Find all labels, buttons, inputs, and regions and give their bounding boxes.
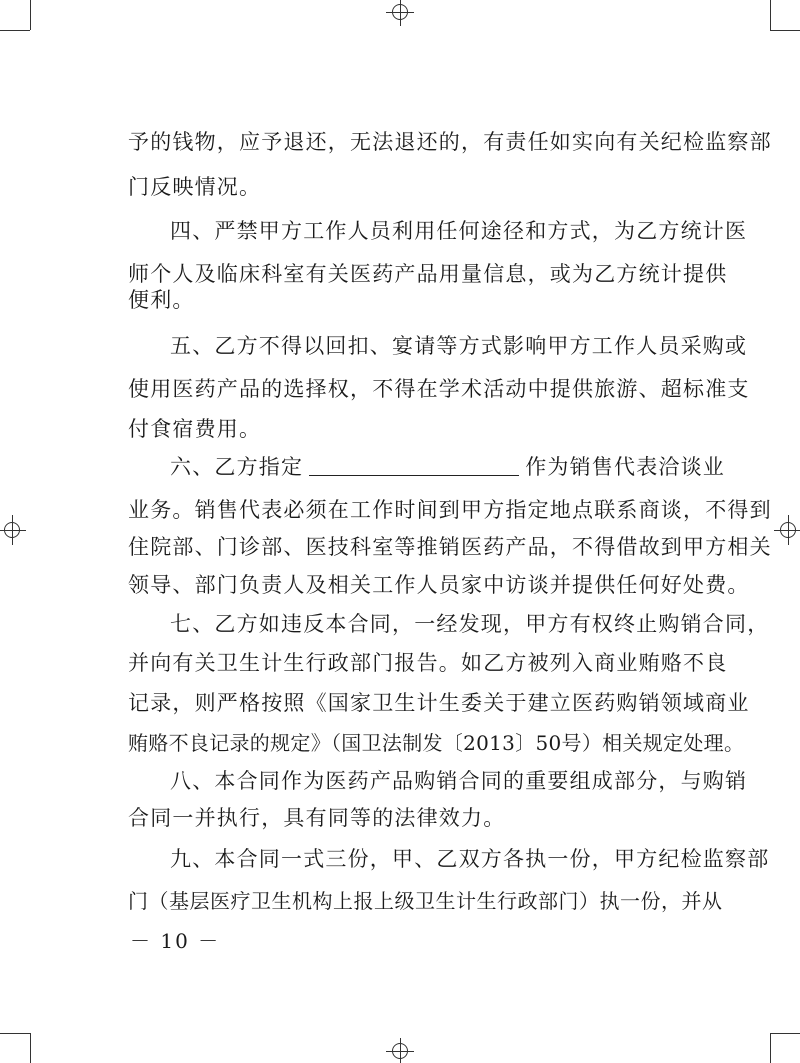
crop-mark-top-right-h	[770, 30, 800, 31]
text-line: 予的钱物，应予退还，无法退还的，有责任如实向有关纪检监察部	[128, 130, 772, 154]
crop-mark-bottom-right-v	[770, 1033, 771, 1063]
text-line: 付食宿费用。	[128, 417, 262, 441]
sales-rep-blank-field[interactable]	[309, 455, 519, 476]
text-line: 贿赂不良记录的规定》（国卫法制发〔2013〕50号）相关规定处理。	[128, 731, 745, 755]
text-line: 四、严禁甲方工作人员利用任何途径和方式，为乙方统计医	[170, 219, 748, 243]
text-line: 五、乙方不得以回扣、宴请等方式影响甲方工作人员采购或	[170, 334, 748, 358]
text-line: 门反映情况。	[128, 175, 262, 199]
crop-mark-bottom-right-h	[770, 1033, 800, 1034]
crop-mark-bottom-left-v	[30, 1033, 31, 1063]
crop-mark-bottom-left-h	[0, 1033, 30, 1034]
text-line: 合同一并执行，具有同等的法律效力。	[128, 806, 506, 830]
text-line: 门（基层医疗卫生机构上报上级卫生计生行政部门）执一份，并从	[128, 889, 723, 913]
designate-line	[170, 452, 726, 482]
registration-mark-top-v	[400, 0, 401, 26]
crop-mark-top-left-h	[0, 30, 30, 31]
crop-mark-top-right-v	[770, 0, 771, 30]
text-line: 师个人及临床科室有关医药产品用量信息，或为乙方统计提供	[128, 262, 728, 286]
registration-mark-right-h	[774, 530, 800, 531]
text-line: 业务。销售代表必须在工作时间到甲方指定地点联系商谈，不得到	[128, 498, 772, 522]
registration-mark-top-h	[386, 12, 414, 13]
text-line: 住院部、门诊部、医技科室等推销医药产品，不得借故到甲方相关	[128, 535, 772, 559]
text-line: 九、本合同一式三份，甲、乙双方各执一份，甲方纪检监察部	[170, 847, 770, 871]
designate-after: 作为销售代表洽谈业	[525, 455, 726, 479]
text-line: 领导、部门负责人及相关工作人员家中访谈并提供任何好处费。	[128, 573, 750, 597]
text-line: 八、本合同作为医药产品购销合同的重要组成部分，与购销	[170, 769, 748, 793]
registration-mark-left-h	[0, 530, 26, 531]
text-line: 便利。	[128, 288, 195, 312]
text-line: 七、乙方如违反本合同，一经发现，甲方有权终止购销合同，	[170, 612, 770, 636]
page-number: － 10 －	[130, 929, 221, 953]
text-line: 并向有关卫生计生行政部门报告。如乙方被列入商业贿赂不良	[128, 651, 728, 675]
text-line: 使用医药产品的选择权，不得在学术活动中提供旅游、超标准支	[128, 377, 750, 401]
crop-mark-top-left-v	[30, 0, 31, 30]
registration-mark-bottom-h	[386, 1051, 414, 1052]
designate-before: 六、乙方指定	[170, 455, 304, 479]
text-line: 记录，则严格按照《国家卫生计生委关于建立医药购销领域商业	[128, 691, 750, 715]
